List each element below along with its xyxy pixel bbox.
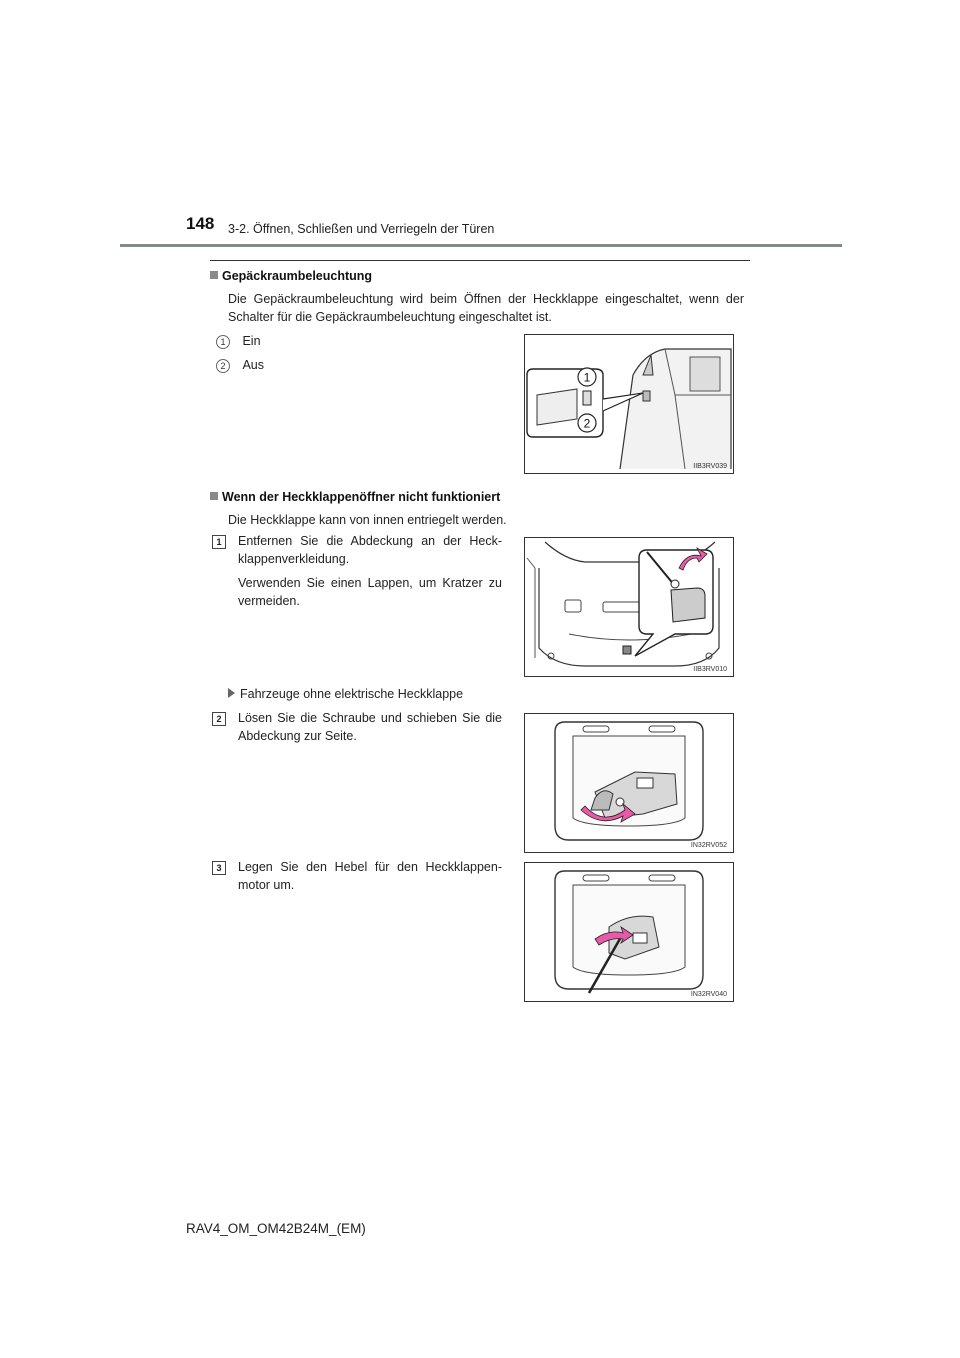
luggage-light-heading-text: Gepäckraumbeleuchtung	[222, 269, 373, 283]
luggage-switch-illustration	[525, 335, 733, 473]
content-divider	[210, 260, 750, 261]
circle-number-1: 1	[216, 335, 230, 349]
square-bullet-icon	[210, 492, 218, 500]
figure-tailgate-trim-cover	[524, 537, 734, 677]
figure-code: IIB3RV010	[693, 666, 727, 673]
callout-2-label: 2	[583, 416, 591, 431]
callout-1-label: 1	[583, 370, 591, 385]
item-label-off: Aus	[242, 358, 264, 372]
step-number-1: 1	[212, 535, 226, 549]
figure-code: IIB3RV039	[693, 463, 727, 470]
tailgate-cover-illustration	[525, 538, 733, 676]
step3-text: Legen Sie den Hebel für den Heckklappen-motor um.	[238, 860, 502, 892]
list-item	[216, 332, 261, 350]
triangle-bullet-icon	[228, 688, 235, 698]
condition-text: Fahrzeuge ohne elektrische Heckklappe	[240, 687, 464, 701]
step1-note: Verwenden Sie einen Lappen, um Kratzer zu vermeiden.	[238, 576, 502, 608]
section-title: 3-2. Öffnen, Schließen und Verriegeln der Türen	[228, 222, 495, 236]
circle-number-2: 2	[216, 359, 230, 373]
opener-heading	[210, 490, 500, 504]
opener-intro: Die Heckklappe kann von innen entriegelt werden.	[228, 513, 507, 527]
luggage-light-heading	[210, 269, 372, 283]
footer-doc-id: RAV4_OM_OM42B24M_(EM)	[186, 1221, 366, 1236]
cover-screw-illustration	[525, 714, 733, 852]
motor-lever-illustration	[525, 863, 733, 1001]
figure-cover-screw	[524, 713, 734, 853]
item-label-on: Ein	[242, 334, 261, 348]
figure-motor-lever	[524, 862, 734, 1002]
opener-heading-text: Wenn der Heckklappenöffner nicht funktioniert	[222, 490, 501, 504]
luggage-light-text: Die Gepäckraumbeleuchtung wird beim Öffnen der Heckklappe eingeschaltet, wenn der Schalter für die Gepäckraumbeleuchtung eingeschaltet ist.	[228, 292, 744, 324]
step1-text: Entfernen Sie die Abdeckung an der Heck-klappenverkleidung.	[238, 534, 502, 566]
figure-luggage-light-switch	[524, 334, 734, 474]
header-divider	[120, 244, 842, 247]
square-bullet-icon	[210, 271, 218, 279]
step-number-2: 2	[212, 712, 226, 726]
figure-code: IN32RV040	[690, 991, 727, 998]
figure-code: IN32RV052	[690, 842, 727, 849]
step2-text: Lösen Sie die Schraube und schieben Sie die Abdeckung zur Seite.	[238, 711, 502, 743]
step-number-3: 3	[212, 861, 226, 875]
page-number: 148	[186, 214, 215, 233]
list-item	[216, 356, 264, 374]
condition-line	[228, 685, 463, 703]
